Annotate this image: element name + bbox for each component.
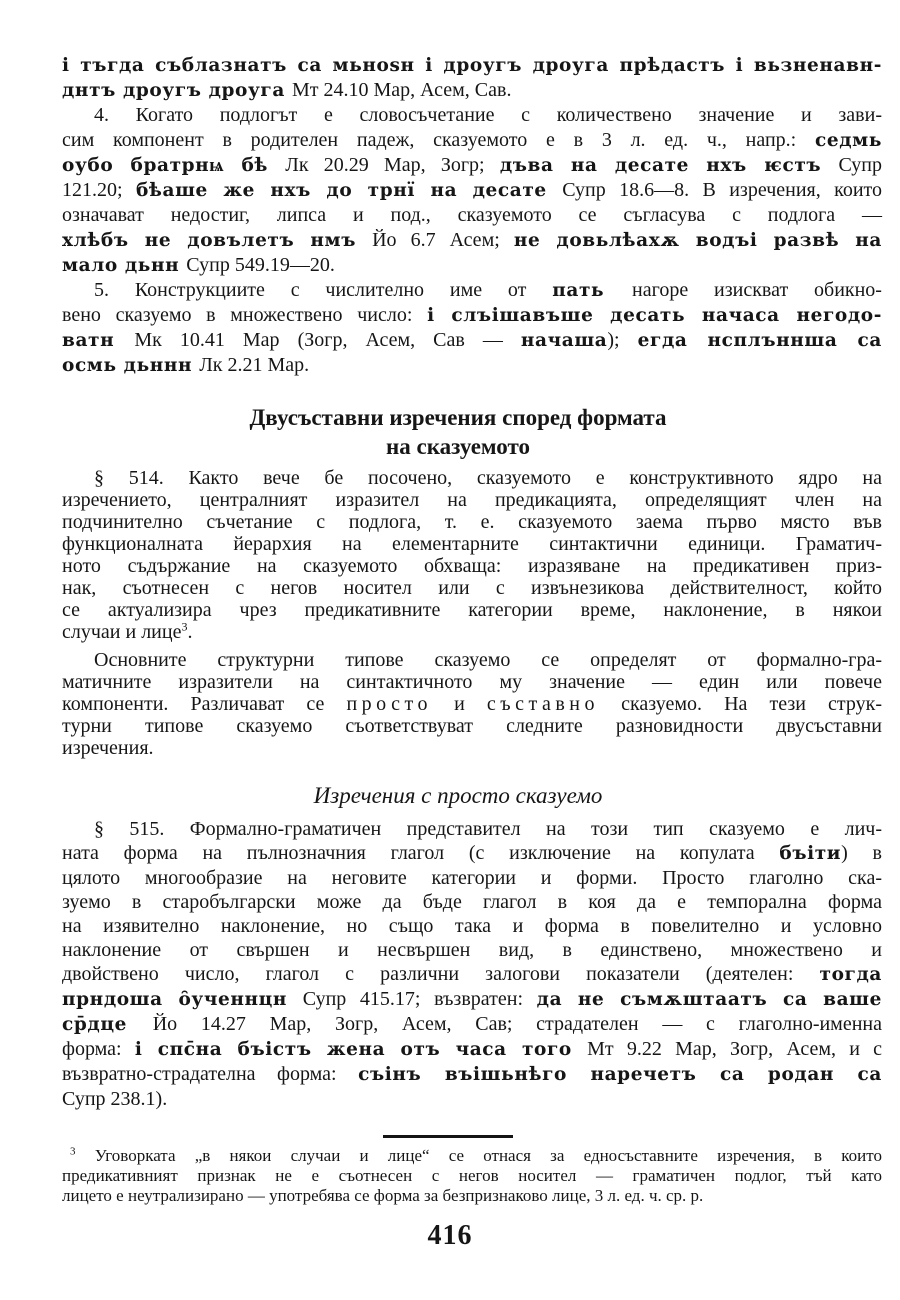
old-slavonic-run: пать <box>552 280 633 301</box>
section-heading <box>48 403 868 461</box>
text-line <box>62 890 882 914</box>
text-run: Йо 14.27 Мар, Зогр, Асем, Сав; страдателен — с глаголно-именна <box>152 1013 882 1035</box>
old-slavonic-run: тогда <box>819 964 882 985</box>
old-slavonic-run: егда нсплъннша са <box>637 330 882 351</box>
text-line <box>62 737 882 759</box>
text-run: § 514. Както вече бе посочено, сказуемото е конструктивното ядро на <box>94 467 882 489</box>
footnote <box>62 1146 882 1206</box>
text-run: и <box>432 693 487 715</box>
text-line <box>62 817 882 841</box>
old-slavonic-run: да не съмѫштаатъ са ваше <box>536 989 883 1010</box>
text-line <box>62 153 882 178</box>
text-line <box>62 1012 882 1037</box>
text-run: ); <box>607 329 638 351</box>
text-line <box>62 1037 882 1062</box>
text-line <box>62 489 882 511</box>
old-slavonic-run: осмь дьннн <box>62 355 200 376</box>
text-run: зуемо в старобългарски може да бъде глагол в коя да е темпорална форма <box>62 891 882 913</box>
text-line <box>62 938 882 962</box>
text-line <box>62 577 882 599</box>
text-run: ното съдържание на сказуемото обхваща: изразяване на предикативен приз- <box>62 555 882 577</box>
text-line <box>62 1087 882 1111</box>
text-line <box>62 621 882 643</box>
text-line <box>62 715 882 737</box>
text-run: § 515. Формално-граматичен представител на този тип сказуемо е лич- <box>94 818 882 840</box>
text-line <box>62 228 882 253</box>
text-run: Супр 238.1). <box>62 1088 168 1110</box>
text-run: Супр 18.6—8. В изречения, които <box>562 179 882 201</box>
text-line <box>62 671 882 693</box>
text-line <box>62 841 882 866</box>
old-slavonic-run: не довьлѣахѫ водъі развѣ на <box>513 230 882 251</box>
text-run: нак, съотнесен с негов носител или с извънезикова действителност, който <box>62 577 882 599</box>
text-line <box>62 1146 882 1166</box>
text-line <box>62 178 882 203</box>
text-run: матичните изразители на синтактичното му значение — един или повече <box>62 671 882 693</box>
text-run: двойствено число, глагол с различни залогови показатели (деятелен: <box>62 963 820 985</box>
ocs-quote-paragraph <box>62 53 882 103</box>
text-run: вено сказуемо в множествено число: <box>62 304 428 326</box>
text-line <box>62 128 882 153</box>
text-line <box>62 962 882 987</box>
text-line <box>62 1186 882 1206</box>
text-line <box>62 278 882 303</box>
item-5-paragraph <box>62 278 882 378</box>
text-line <box>62 1166 882 1186</box>
text-line <box>62 78 882 103</box>
text-run: на изявително наклонение, но също така и форма в повелително и условно <box>62 915 882 937</box>
text-line <box>62 353 882 378</box>
text-run: изречението, централният изразител на предикацията, определящият член на <box>62 489 882 511</box>
old-slavonic-run: дъва на десате нхъ ѥстъ <box>499 155 839 176</box>
text-line <box>62 599 882 621</box>
text-run: нагоре изискват обикно- <box>632 279 882 301</box>
text-run: лицето е неутрализирано — употребява се форма за безпризнаково лице, 3 л. ед. ч. ср. р. <box>62 1186 704 1205</box>
text-run: 5. Конструкциите с числително име от <box>94 279 553 301</box>
text-run: подчинително съчетание с подлога, т. е. сказуемото заема първо място във <box>62 511 882 533</box>
text-run: цялото многообразие на неговите категории и форми. Просто глаголно ска- <box>62 867 882 889</box>
old-slavonic-run: начаша <box>520 330 608 351</box>
old-slavonic-run: бъіти <box>779 843 842 864</box>
text-line <box>62 533 882 555</box>
section-heading-line-2: на сказуемото <box>386 434 530 459</box>
text-run: функционалната йерархия на елементарните синтактични единици. Граматич- <box>62 533 882 555</box>
text-line <box>62 467 882 489</box>
text-line <box>62 649 882 671</box>
text-line <box>62 987 882 1012</box>
text-run: сим компонент в родителен падеж, сказуемото е в 3 л. ед. ч., напр.: <box>62 129 815 151</box>
text-line <box>62 103 882 128</box>
old-slavonic-run: мало дьнн <box>62 255 187 276</box>
text-run: форма: <box>62 1038 135 1060</box>
text-run: Супр <box>838 154 882 176</box>
text-run: се актуализира чрез предикативните категории време, наклонение, в някои <box>62 599 882 621</box>
old-slavonic-run: оубо братрнѩ бѣ <box>62 155 286 176</box>
text-run: 121.20; <box>62 179 136 201</box>
text-line <box>62 253 882 278</box>
old-slavonic-run: прндоша о̑ученнцн <box>62 989 303 1010</box>
paragraph-514-continued <box>62 649 882 759</box>
text-run: Супр 549.19—20. <box>186 254 335 276</box>
text-run: Основните структурни типове сказуемо се определят от формално-гра- <box>94 649 882 671</box>
text-run: Уговорката „в някои случаи и лице“ се отнася за едносъставните изречения, в които <box>75 1146 882 1165</box>
page-number: 416 <box>427 1220 473 1251</box>
subsection-heading: Изречения с просто сказуемо <box>313 783 603 808</box>
superscript-run: 3 <box>70 1145 76 1158</box>
old-slavonic-run: ватн <box>62 330 135 351</box>
old-slavonic-run: съінъ въішьнѣго наречетъ са родан са <box>358 1064 883 1085</box>
text-run: компоненти. Различават се <box>62 693 347 715</box>
text-line <box>62 1062 882 1087</box>
text-line <box>62 511 882 533</box>
old-slavonic-run: хлѣбъ не довълетъ нмъ <box>62 230 373 251</box>
spaced-emphasis-run: просто <box>346 693 433 715</box>
text-run: Мт 9.22 Мар, Зогр, Асем, и с <box>587 1038 882 1060</box>
text-line <box>62 914 882 938</box>
text-run: означават недостиг, липса и под., сказуемото се съгласува с подлога — <box>62 204 882 226</box>
text-run: ната форма на пълнозначния глагол (с изключение на копулата <box>62 842 780 864</box>
old-slavonic-run: седмь <box>815 130 882 151</box>
text-run: случаи и лице <box>62 621 182 643</box>
text-line <box>62 328 882 353</box>
text-line <box>62 866 882 890</box>
text-run: Мк 10.41 Мар (Зогр, Асем, Сав — <box>134 329 521 351</box>
text-line <box>62 303 882 328</box>
text-run: наклонение от свършен и несвършен вид, в единствено, множествено и <box>62 939 882 961</box>
text-line <box>62 203 882 228</box>
old-slavonic-run: бѣаше же нхъ до трнї на десате <box>135 180 563 201</box>
old-slavonic-run: днтъ дроугъ дроуга <box>62 80 292 101</box>
text-line <box>62 693 882 715</box>
footnote-divider <box>383 1135 513 1138</box>
text-run: Супр 415.17; възвратен: <box>302 988 537 1010</box>
text-run: предикативният признак не е съотнесен с негов носител — граматичен подлог, тъй като <box>62 1166 882 1185</box>
text-run: изречения. <box>62 737 154 759</box>
item-4-paragraph <box>62 103 882 278</box>
old-slavonic-run: і тъгда съблазнатъ са мьноѕн і дроугъ дроуга прѣдастъ і вьзненавн- <box>62 55 882 76</box>
section-heading-line-1: Двусъставни изречения според формата <box>249 405 667 430</box>
superscript-run: 3 <box>181 619 188 634</box>
old-slavonic-run: і спс̄на бъістъ жена отъ часа того <box>134 1039 588 1060</box>
text-run: . <box>187 621 193 643</box>
text-run: Лк 20.29 Мар, Зогр; <box>285 154 500 176</box>
paragraph-515 <box>62 817 882 1111</box>
paragraph-514 <box>62 467 882 643</box>
text-run: Йо 6.7 Асем; <box>372 229 514 251</box>
text-run: ) в <box>841 842 882 864</box>
text-line <box>62 555 882 577</box>
text-run: възвратно-страдателна форма: <box>62 1063 359 1085</box>
text-run: сказуемо. На тези струк- <box>599 693 883 715</box>
text-run: Мт 24.10 Мар, Асем, Сав. <box>292 79 512 101</box>
old-slavonic-run: ср̄дце <box>62 1014 153 1035</box>
text-run: 4. Когато подлогът е словосъчетание с количествено значение и зави- <box>94 104 882 126</box>
text-line <box>62 53 882 78</box>
old-slavonic-run: і слъішавъше десать начаса негодо- <box>427 305 882 326</box>
text-run: Лк 2.21 Мар. <box>199 354 310 376</box>
spaced-emphasis-run: съставно <box>486 693 599 715</box>
text-run: турни типове сказуемо съответствуват следните разновидности двусъставни <box>62 715 882 737</box>
